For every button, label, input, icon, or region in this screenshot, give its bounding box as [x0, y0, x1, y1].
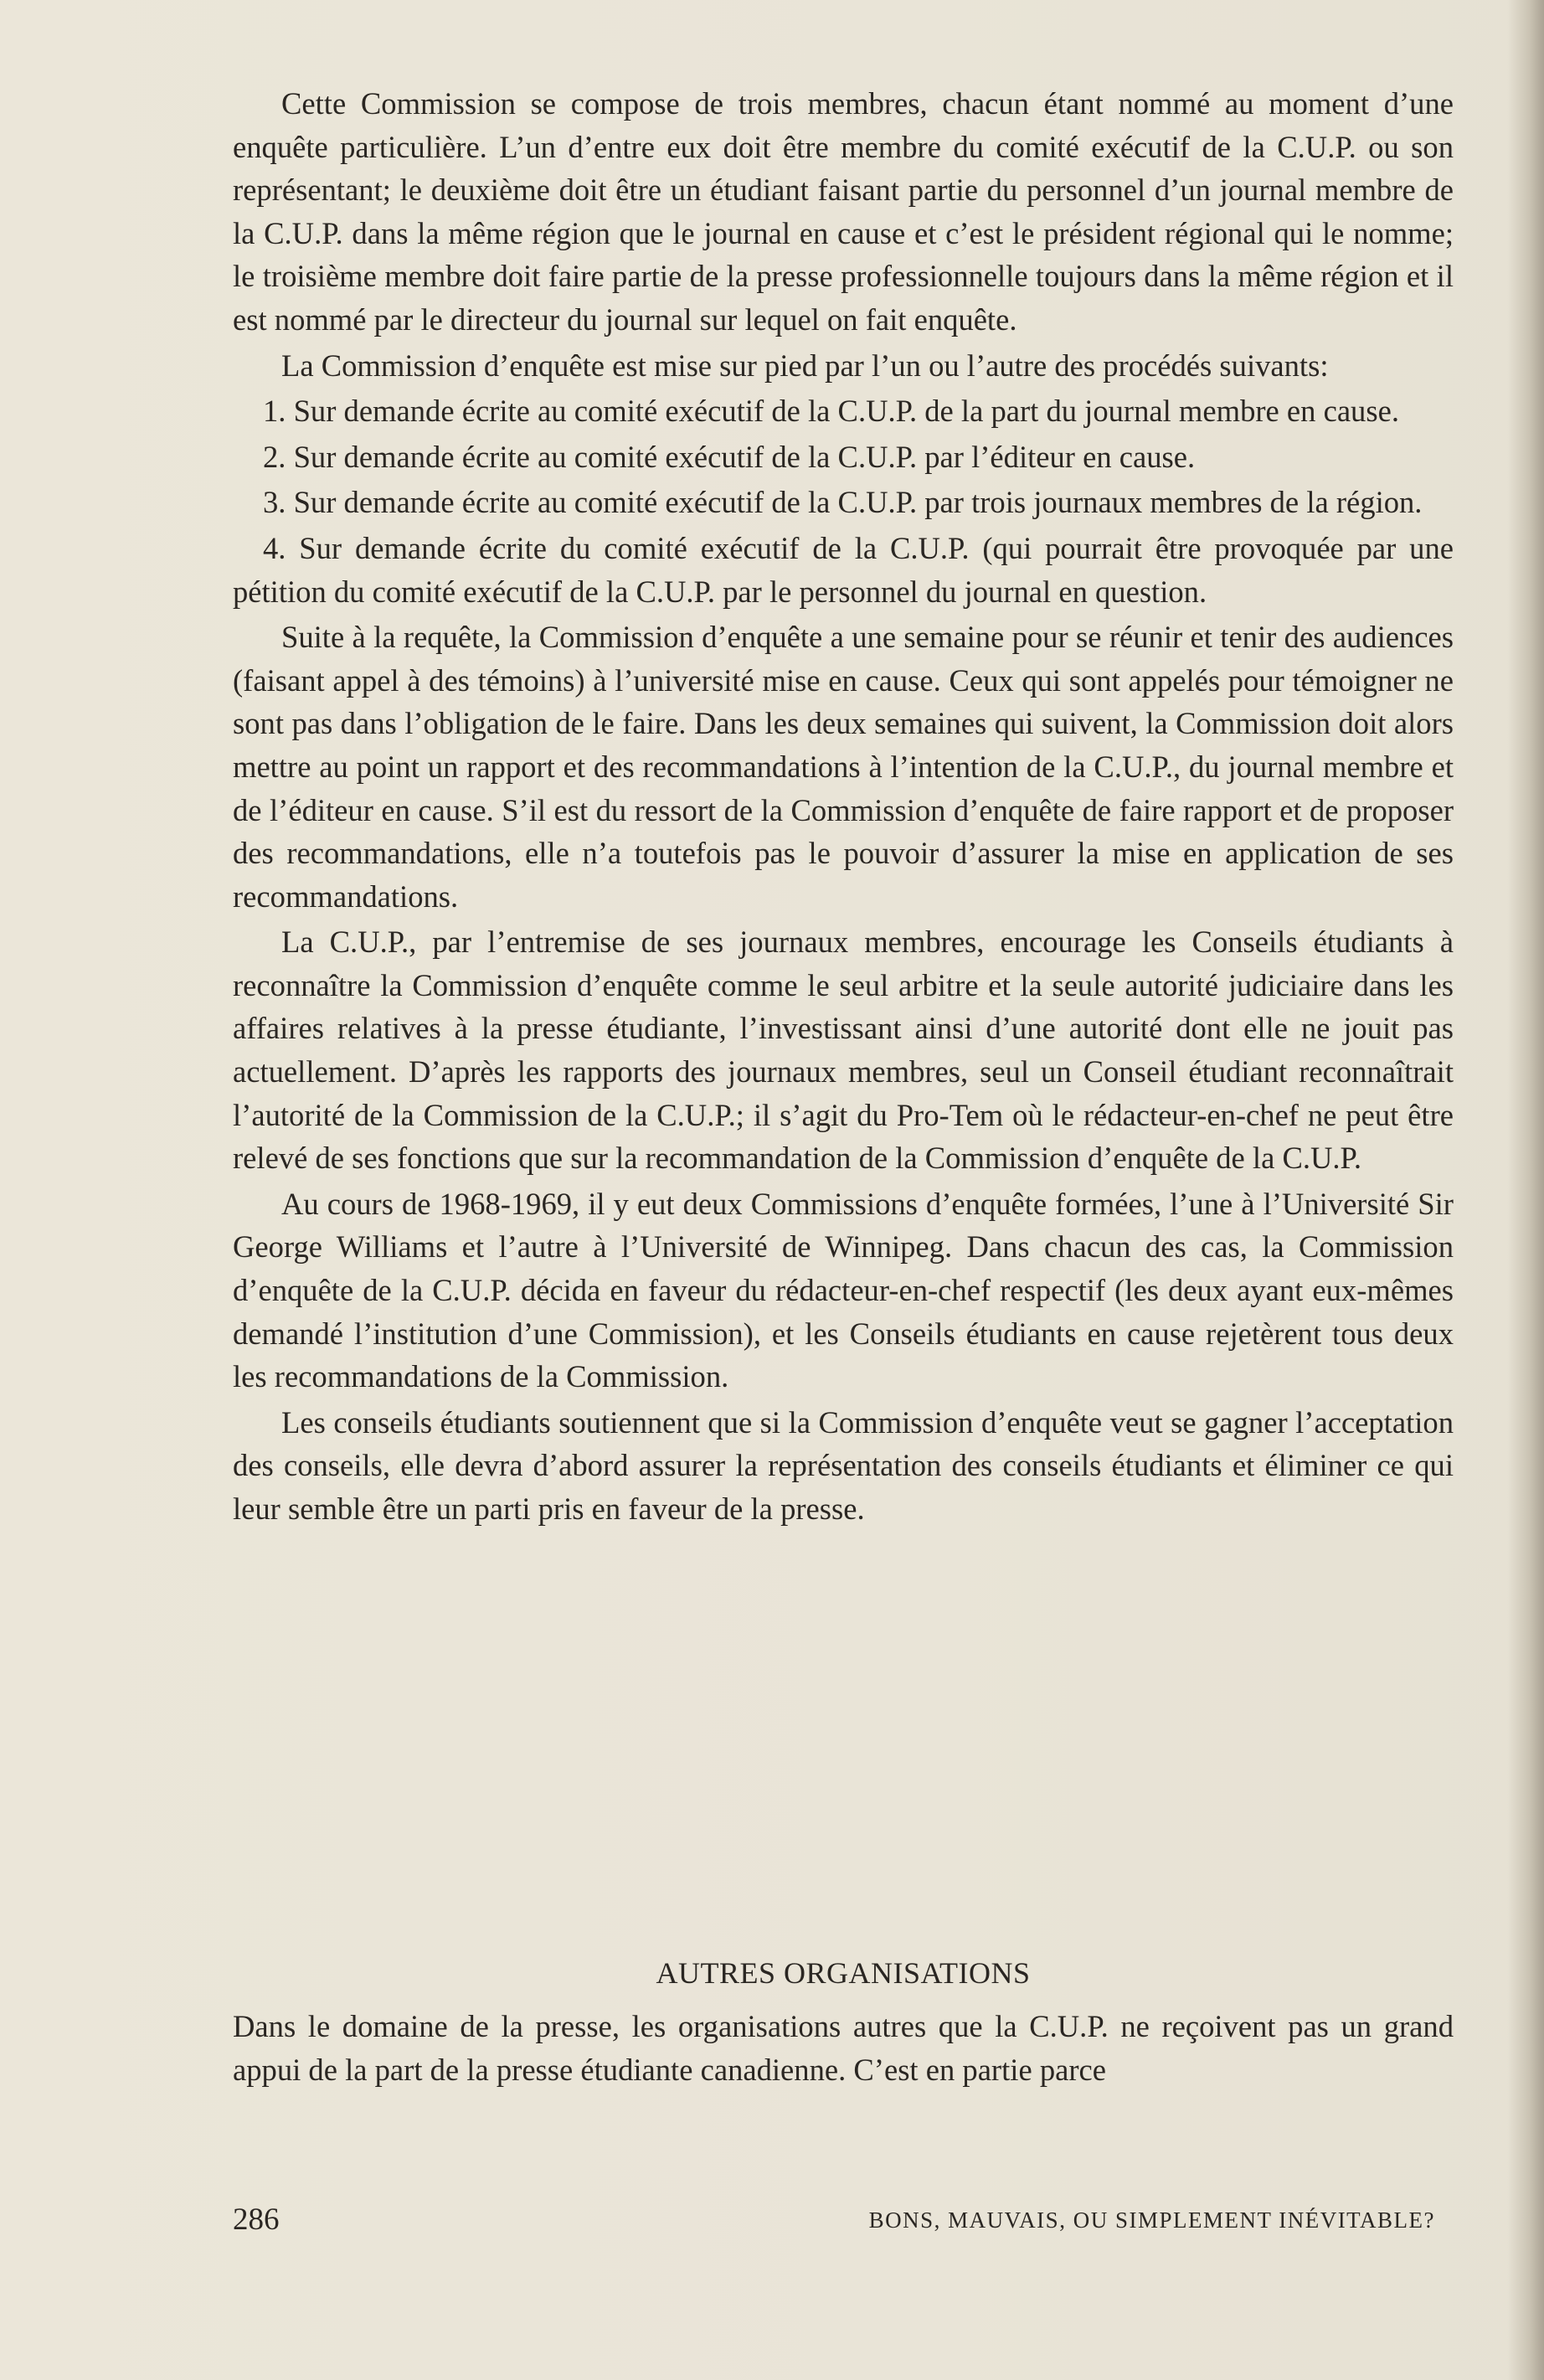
body-text [233, 82, 1454, 1533]
section-body [233, 2005, 1454, 2091]
paragraph-other-organisations: Dans le domaine de la presse, les organisations autres que la C.U.P. ne reçoivent pas un grand appui de la part de la presse étudiante canadienne. C’est en partie parce [233, 2009, 1454, 2087]
paragraph-procedures-intro: La Commission d’enquête est mise sur pied par l’un ou l’autre des procédés suivants: [281, 348, 1329, 383]
page-edge-shadow [1507, 0, 1544, 2380]
paragraph-cup-encouragement: La C.U.P., par l’entremise de ses journaux membres, encourage les Conseils étudiants à reconnaître la Commission d’enquête comme le seul arbitre et la seule autorité judiciaire dans les affaires relatives à la presse étudiante, l’investissant ainsi d’une autorité dont elle ne jouit pas actuellement. D’après les rapports des journaux membres, seul un Conseil étudiant reconnaîtrait l’autorité de la Commission de la C.U.P.; il s’agit du Pro-Tem où le rédacteur-en-chef ne peut être relevé de ses fonctions que sur la recommandation de la Commission d’enquête de la C.U.P. [233, 925, 1454, 1176]
paragraph-composition: Cette Commission se compose de trois membres, chacun étant nommé au moment d’une enquête particulière. L’un d’entre eux doit être membre du comité exécutif de la C.U.P. ou son représentant; le deuxième doit être un étudiant faisant partie du personnel d’un journal membre de la C.U.P. dans la même région que le journal en cause et c’est le président régional qui le nomme; le troisième membre doit faire partie de la presse professionnelle toujours dans la même région et il est nommé par le directeur du journal sur lequel on fait enquête. [233, 86, 1454, 337]
list-item-2: 2. Sur demande écrite au comité exécutif de la C.U.P. par l’éditeur en cause. [263, 439, 1196, 474]
list-item-3: 3. Sur demande écrite au comité exécutif de la C.U.P. par trois journaux membres de la région. [263, 485, 1423, 520]
page-number: 286 [233, 2202, 280, 2237]
paragraph-request-procedure: Suite à la requête, la Commission d’enquête a une semaine pour se réunir et tenir des audiences (faisant appel à des témoins) à l’université mise en cause. Ceux qui sont appelés pour témoigner ne sont pas dans l’obligation de le faire. Dans les deux semaines qui suivent, la Commission doit alors mettre au point un rapport et des recommandations à l’intention de la C.U.P., du journal membre et de l’éditeur en cause. S’il est du ressort de la Commission d’enquête de faire rapport et de proposer des recommandations, elle n’a toutefois pas le pouvoir d’assurer la mise en application de ses recommandations. [233, 620, 1454, 914]
paragraph-student-councils: Les conseils étudiants soutiennent que si la Commission d’enquête veut se gagner l’acceptation des conseils, elle devra d’abord assurer la représentation des conseils étudiants et éliminer ce qui leur semble être un parti pris en faveur de la presse. [233, 1404, 1454, 1526]
running-title: BONS, MAUVAIS, OU SIMPLEMENT INÉVITABLE? [868, 2207, 1435, 2233]
list-item-4: 4. Sur demande écrite du comité exécutif de la C.U.P. (qui pourrait être provoquée par une pétition du comité exécutif de la C.U.P. par le personnel du journal en question. [233, 530, 1454, 609]
section-heading: AUTRES ORGANISATIONS [656, 1956, 1031, 1990]
paragraph-1968-1969: Au cours de 1968-1969, il y eut deux Commissions d’enquête formées, l’une à l’Université Sir George Williams et l’autre à l’Université de Winnipeg. Dans chacun des cas, la Commission d’enquête de la C.U.P. décida en faveur du rédacteur-en-chef respectif (les deux ayant eux-mêmes demandé l’institution d’une Commission), et les Conseils étudiants en cause rejetèrent tous deux les recommandations de la Commission. [233, 1186, 1454, 1394]
list-item-1: 1. Sur demande écrite au comité exécutif de la C.U.P. de la part du journal membre en cause. [263, 394, 1399, 429]
